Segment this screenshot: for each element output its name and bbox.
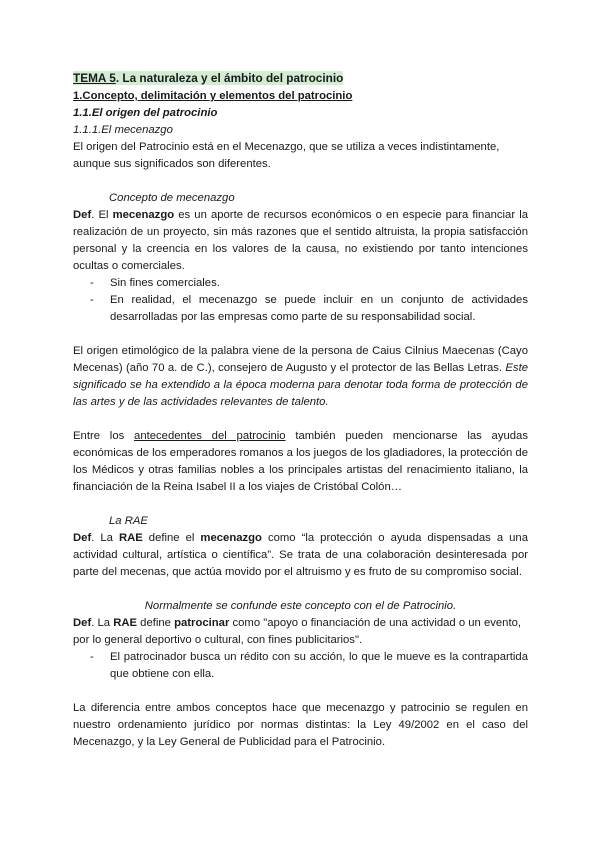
confusion-note: Normalmente se confunde este concepto con el de Patrocinio. <box>144 600 457 612</box>
intro-paragraph: El origen del Patrocinio está en el Mecenazgo, que se utiliza a veces indistintamente, aunque sus significados son diferentes. <box>73 141 500 170</box>
difference-paragraph: La diferencia entre ambos conceptos hace que mecenazgo y patrocinio se regulen en nuestro ordenamiento jurídico por normas distintas: la Ley 49/2002 en el caso del Mecenazgo, y la Ley General de Publicidad para el Patrocinio. <box>73 702 528 748</box>
topic-name: . La naturaleza y el ámbito del patrocinio <box>115 71 344 85</box>
definition-patrocinar: Def. La RAE define patrocinar como "apoyo o financiación de una actividad o un evento, por lo general deportivo o cultural, con fines publicitarios". <box>73 617 522 646</box>
etymology-paragraph: El origen etimológico de la palabra viene de la persona de Caius Cilnius Maecenas (Cayo Mecenas) (año 70 a. de C.), consejero de Augusto y el protector de las Bellas Letras. Este significado se ha extendido a la época moderna para denotar toda forma de protección de las artes y de las actividades relevantes de talento. <box>73 345 528 408</box>
concept-heading: Concepto de mecenazgo <box>109 192 235 204</box>
antecedents-term: antecedentes del patrocinio <box>134 430 286 442</box>
topic-number: TEMA 5 <box>73 71 116 85</box>
antecedents-paragraph: Entre los antecedentes del patrocinio también pueden mencionarse las ayudas económicas de los emperadores romanos a los juegos de los gladiadores, la protección de los Médicos y otras familias nobles a los principales artistas del renacimiento italiano, la financiación de la Reina Isabel II a los viajes de Cristóbal Colón… <box>73 430 528 493</box>
bullet-list-1 <box>73 275 528 326</box>
topic-title <box>73 70 528 87</box>
section-heading: 1.Concepto, delimitación y elementos del patrocinio <box>73 90 353 102</box>
definition-mecenazgo: Def. El mecenazgo es un aporte de recursos económicos o en especie para financiar la realización de un proyecto, sin más razones que el sentido altruista, la propia satisfacción personal y la creencia en los valores de la causa, no existiendo por tanto intenciones ocultas o comerciales. <box>73 209 528 272</box>
definition-rae-mecenazgo: Def. La RAE define el mecenazgo como “la protección o ayuda dispensadas a una actividad cultural, artística o científica”. Se trata de una colaboración desinteresada por parte del mecenas, que actúa movido por el altruismo y es fruto de su compromiso social. <box>73 532 528 578</box>
bullet-list-2 <box>73 649 528 683</box>
list-item: - Sin fines comerciales. <box>90 277 220 289</box>
rae-heading: La RAE <box>109 515 148 527</box>
document-body <box>73 70 528 751</box>
list-item: - En realidad, el mecenazgo se puede incluir en un conjunto de actividades desarrolladas por las empresas como parte de su responsabilidad social. <box>90 294 528 323</box>
def-term: mecenazgo <box>112 209 175 221</box>
subsubsection-heading: 1.1.1.El mecenazgo <box>73 124 173 136</box>
def-label: Def <box>73 209 92 221</box>
subsection-heading: 1.1.El origen del patrocinio <box>73 107 218 119</box>
list-item: - El patrocinador busca un rédito con su acción, lo que le mueve es la contrapartida que obtiene con ella. <box>90 651 528 680</box>
